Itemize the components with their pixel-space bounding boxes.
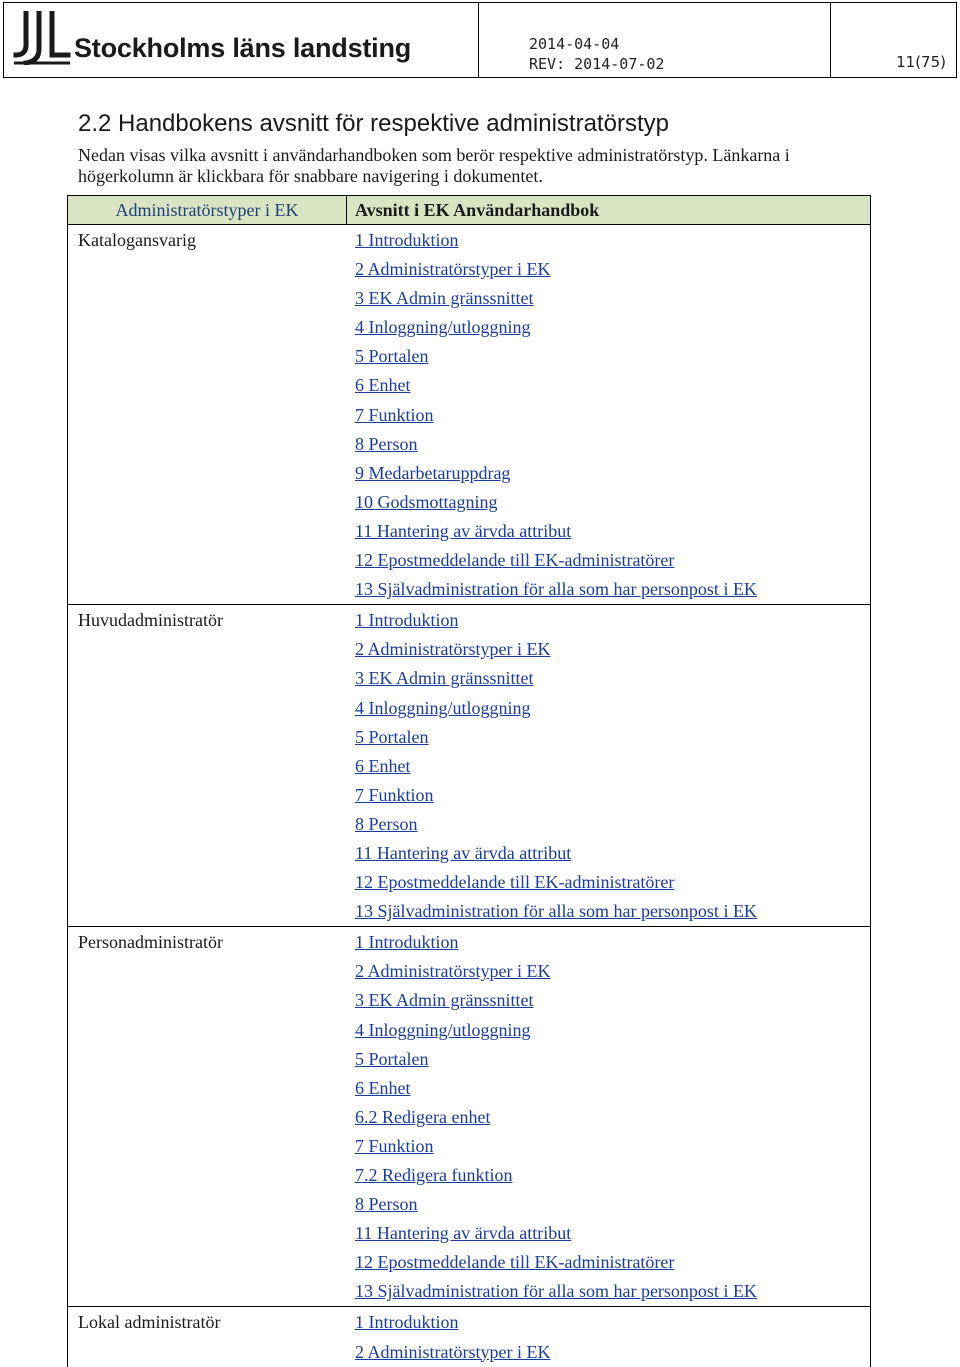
section-link[interactable]: 4 Inloggning/utloggning xyxy=(355,1019,531,1040)
section-link[interactable]: 1 Introduktion xyxy=(355,1312,459,1333)
section-link[interactable]: 8 Person xyxy=(355,1194,418,1215)
section-links-cell xyxy=(347,605,870,926)
section-link[interactable]: 5 Portalen xyxy=(355,726,429,747)
section-link[interactable]: 1 Introduktion xyxy=(355,932,459,953)
section-links-cell xyxy=(347,927,870,1306)
section-link[interactable]: 6.2 Redigera enhet xyxy=(355,1106,491,1127)
section-link[interactable]: 5 Portalen xyxy=(355,346,429,367)
section-link[interactable]: 13 Självadministration för alla som har personpost i EK xyxy=(355,579,757,600)
organization-name: Stockholms läns landsting xyxy=(74,33,412,63)
sll-logo-icon xyxy=(12,11,72,65)
section-link[interactable]: 1 Introduktion xyxy=(355,230,459,250)
table-header xyxy=(68,196,870,225)
table-body xyxy=(68,225,870,1367)
section-link[interactable]: 8 Person xyxy=(355,813,418,834)
section-link[interactable]: 9 Medarbetaruppdrag xyxy=(355,462,511,483)
section-link[interactable]: 8 Person xyxy=(355,433,418,454)
section-link[interactable]: 6 Enhet xyxy=(355,755,411,776)
admin-type-cell: Katalogansvarig xyxy=(78,230,196,250)
section-link[interactable]: 5 Portalen xyxy=(355,1048,429,1069)
section-links-cell xyxy=(347,225,870,604)
section-link[interactable]: 2 Administratörstyper i EK xyxy=(355,639,551,660)
page-header xyxy=(3,2,957,78)
section-link[interactable]: 12 Epostmeddelande till EK-administratörer xyxy=(355,1252,675,1273)
admin-type-cell: Lokal administratör xyxy=(78,1312,221,1333)
section-link[interactable]: 13 Självadministration för alla som har personpost i EK xyxy=(355,901,757,922)
section-link[interactable]: 7.2 Redigera funktion xyxy=(355,1165,513,1185)
section-link[interactable]: 13 Självadministration för alla som har personpost i EK xyxy=(355,1281,757,1302)
section-links-cell xyxy=(347,1307,870,1366)
section-link[interactable]: 1 Introduktion xyxy=(355,610,459,631)
col1-header: Administratörstyper i EK xyxy=(68,196,347,224)
section-link[interactable]: 11 Hantering av ärvda attribut xyxy=(355,520,572,541)
section-link[interactable]: 2 Administratörstyper i EK xyxy=(355,961,551,982)
section-link[interactable]: 12 Epostmeddelande till EK-administratörer xyxy=(355,550,675,571)
section-link[interactable]: 6 Enhet xyxy=(355,375,411,396)
revision-date: REV: 2014-07-02 xyxy=(529,55,665,73)
section-link[interactable]: 12 Epostmeddelande till EK-administratörer xyxy=(355,872,675,893)
section-link[interactable]: 4 Inloggning/utloggning xyxy=(355,697,531,718)
section-link[interactable]: 11 Hantering av ärvda attribut xyxy=(355,842,572,863)
table-row xyxy=(68,927,870,1307)
col2-header: Avsnitt i EK Användarhandbok xyxy=(355,200,600,220)
section-link[interactable]: 7 Funktion xyxy=(355,404,434,425)
section-link[interactable]: 7 Funktion xyxy=(355,784,434,805)
section-link[interactable]: 3 EK Admin gränssnittet xyxy=(355,668,534,689)
admin-type-cell: Huvudadministratör xyxy=(78,610,223,631)
section-link[interactable]: 7 Funktion xyxy=(355,1135,434,1156)
section-link[interactable]: 4 Inloggning/utloggning xyxy=(355,317,531,338)
table-row xyxy=(68,225,870,605)
section-link[interactable]: 6 Enhet xyxy=(355,1077,411,1098)
table-row xyxy=(68,605,870,927)
section-title: 2.2 Handbokens avsnitt för respektive administratörstyp xyxy=(78,110,669,137)
section-link[interactable]: 2 Administratörstyper i EK xyxy=(355,1341,551,1362)
page-cell xyxy=(831,3,956,77)
table-row xyxy=(68,1307,870,1366)
section-link[interactable]: 10 Godsmottagning xyxy=(355,491,498,512)
section-link[interactable]: 11 Hantering av ärvda attribut xyxy=(355,1223,572,1244)
admin-sections-table xyxy=(67,195,871,1367)
intro-paragraph: Nedan visas vilka avsnitt i användarhandboken som berör respektive administratörstyp. Länkarna i högerkolumn är klickbara för snabbare navigering i dokumentet. xyxy=(78,145,790,186)
date-cell xyxy=(479,3,831,77)
section-link[interactable]: 2 Administratörstyper i EK xyxy=(355,259,551,280)
section-link[interactable]: 3 EK Admin gränssnittet xyxy=(355,288,534,309)
document-date: 2014-04-04 xyxy=(529,35,620,53)
page-number: 11(75) xyxy=(896,53,946,71)
admin-type-cell: Personadministratör xyxy=(78,932,223,953)
section-link[interactable]: 3 EK Admin gränssnittet xyxy=(355,990,534,1011)
logo-cell xyxy=(4,3,479,77)
